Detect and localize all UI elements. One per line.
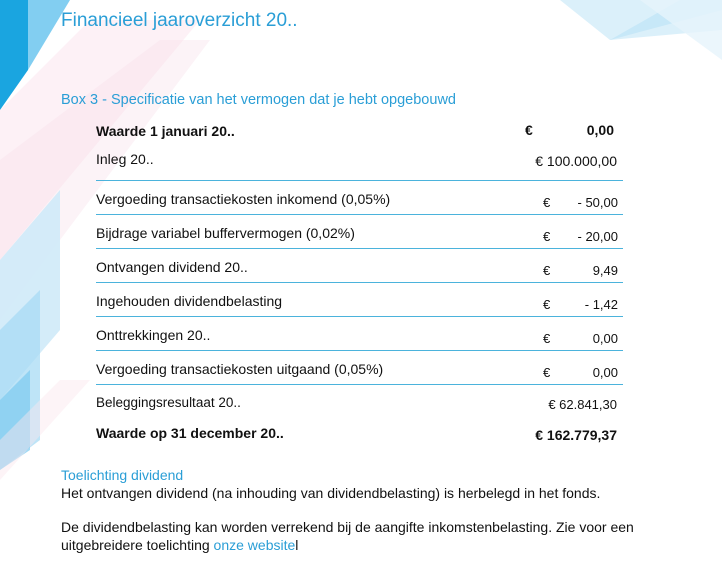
row-label: Onttrekkingen 20.. (96, 327, 211, 343)
row-label: Inleg 20.. (96, 151, 154, 167)
table-row (96, 418, 623, 451)
note-paragraph-text: De dividendbelasting kan worden verrekend bij de aangifte inkomstenbelasting. Zie voor een uitgebreidere toelichting (61, 519, 634, 553)
row-amount: € 162.779,37 (535, 427, 617, 443)
currency-symbol: € (543, 331, 551, 346)
row-label: Waarde op 31 december 20.. (96, 425, 284, 441)
table-row (96, 249, 623, 283)
table-row (96, 215, 623, 249)
row-label: Ontvangen dividend 20.. (96, 259, 248, 275)
row-amount: - 1,42 (584, 297, 618, 312)
note-paragraph: Het ontvangen dividend (na inhouding van dividendbelasting) is herbelegd in het fonds. (61, 485, 601, 501)
currency-symbol: € (543, 263, 551, 278)
dividend-explanation (61, 466, 661, 554)
currency-symbol: € (543, 297, 551, 312)
row-label: Bijdrage variabel buffervermogen (0,02%) (96, 225, 355, 241)
table-row (96, 147, 623, 181)
note-trailing-text: l (295, 537, 299, 553)
table-row (96, 385, 623, 418)
website-link[interactable]: onze website (213, 537, 296, 553)
row-amount: 9,49 (592, 263, 618, 278)
row-amount: - 50,00 (577, 195, 618, 210)
row-label: Beleggingsresultaat 20.. (96, 395, 241, 410)
table-row (96, 181, 623, 215)
row-label: Waarde 1 januari 20.. (96, 123, 235, 139)
table-row (96, 283, 623, 317)
note-heading: Toelichting dividend (61, 467, 184, 483)
row-label: Ingehouden dividendbelasting (96, 293, 283, 309)
row-amount: - 20,00 (577, 229, 618, 244)
row-amount: 0,00 (592, 365, 618, 380)
currency-symbol: € (543, 365, 551, 380)
row-amount: 0,00 (592, 331, 618, 346)
table-row (96, 351, 623, 385)
row-amount: € 62.841,30 (548, 397, 617, 412)
currency-symbol: € (543, 195, 551, 210)
table-row (96, 114, 623, 147)
box3-heading: Box 3 - Specificatie van het vermogen dat je hebt opgebouwd (61, 92, 456, 108)
row-label: Vergoeding transactiekosten inkomend (0,05%) (96, 191, 391, 207)
table-row (96, 317, 623, 351)
row-label: Vergoeding transactiekosten uitgaand (0,05%) (96, 361, 384, 377)
currency-symbol: € (543, 229, 551, 244)
currency-symbol: € (525, 122, 533, 138)
row-amount: € 100.000,00 (535, 153, 617, 169)
row-amount: 0,00 (586, 122, 614, 138)
box3-specification-table (96, 114, 623, 451)
note-paragraph (61, 518, 661, 554)
page-title: Financieel jaaroverzicht 20.. (61, 10, 298, 31)
